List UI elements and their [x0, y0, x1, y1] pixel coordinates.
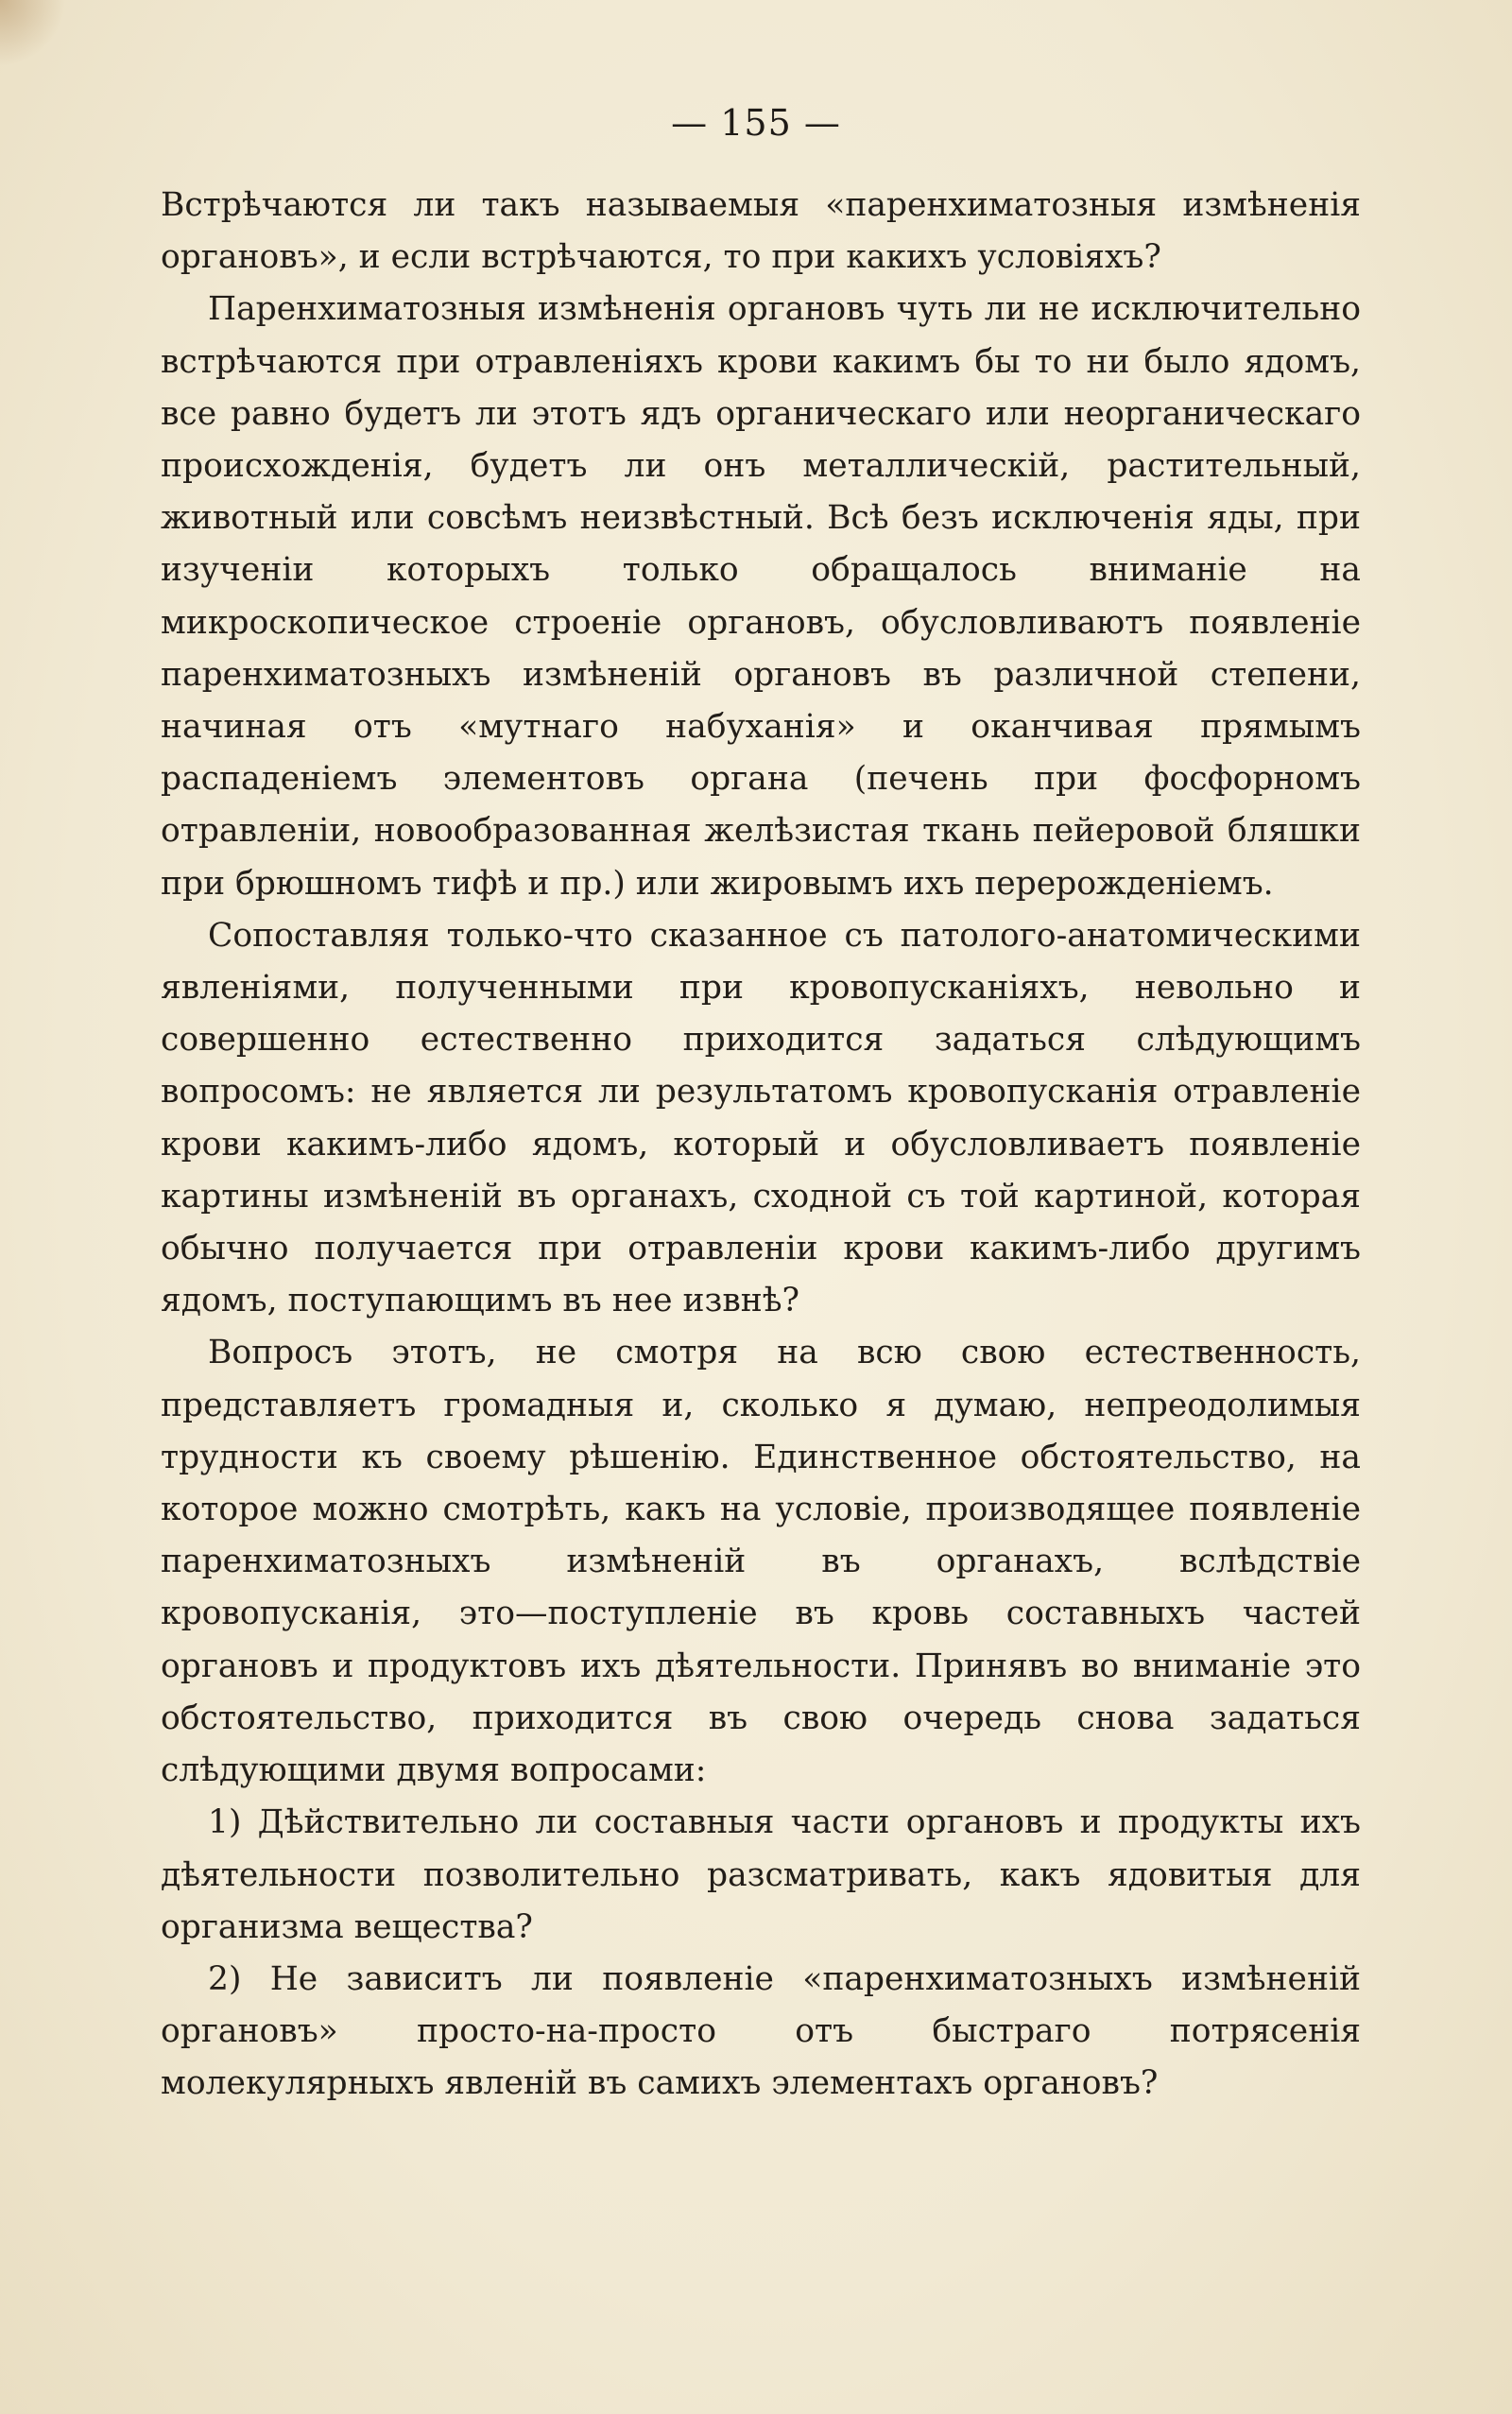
paragraph-question: Встрѣчаются ли такъ называемыя «паренхиматозныя измѣненія органовъ», и если встрѣчаются, то при какихъ условіяхъ?: [161, 186, 1361, 277]
page-number: — 155 —: [671, 102, 841, 144]
paragraph-bloodletting: Сопоставляя только-что сказанное съ патолого-анатомическими явленіями, полученными при кровопусканіяхъ, невольно и совершенно естественно приходится задаться слѣдующимъ вопросомъ: не является ли результатомъ кровопусканія отравленіе крови какимъ-либо ядомъ, который и обусловливаетъ появленіе картины измѣненій въ органахъ, сходной съ той картиной, которая обычно получается при отравленіи крови какимъ-либо другимъ ядомъ, поступающимъ въ нее извнѣ?: [161, 916, 1361, 1320]
list-item-question-1: 1) Дѣйствительно ли составныя части органовъ и продукты ихъ дѣятельности позволительно разсматривать, какъ ядовитыя для организма вещества?: [161, 1803, 1361, 1946]
page-corner-stain: [0, 0, 66, 66]
paragraph-parenchymatous-changes: Паренхиматозныя измѣненія органовъ чуть ли не исключительно встрѣчаются при отравленіяхъ крови какимъ бы то ни было ядомъ, все равно будетъ ли этотъ ядъ органическаго или неорганическаго происхожденія, будетъ ли онъ металлическій, растительный, животный или совсѣмъ неизвѣстный. Всѣ безъ исключенія яды, при изученіи которыхъ только обращалось вниманіе на микроскопическое строеніе органовъ, обусловливаютъ появленіе паренхиматозныхъ измѣненій органовъ въ различной степени, начиная отъ «мутнаго набуханія» и оканчивая прямымъ распаденіемъ элементовъ органа (печень при фосфорномъ отравленіи, новообразованная желѣзистая ткань пейеровой бляшки при брюшномъ тифѣ и пр.) или жировымъ ихъ перерожденіемъ.: [161, 290, 1361, 903]
list-item-question-2: 2) Не зависитъ ли появленіе «паренхиматозныхъ измѣненій органовъ» просто-на-просто отъ быстраго потрясенія молекулярныхъ явленій въ самихъ элементахъ органовъ?: [161, 1959, 1361, 2103]
body-text: [161, 180, 1361, 2111]
paragraph-difficulty: Вопросъ этотъ, не смотря на всю свою естественность, представляетъ громадныя и, сколько я думаю, непреодолимыя трудности къ своему рѣшенію. Единственное обстоятельство, на которое можно смотрѣть, какъ на условіе, производящее появленіе паренхиматозныхъ измѣненій въ органахъ, вслѣдствіе кровопусканія, это—поступленіе въ кровь составныхъ частей органовъ и продуктовъ ихъ дѣятельности. Принявъ во вниманіе это обстоятельство, приходится въ свою очередь снова задаться слѣдующими двумя вопросами:: [161, 1334, 1361, 1790]
